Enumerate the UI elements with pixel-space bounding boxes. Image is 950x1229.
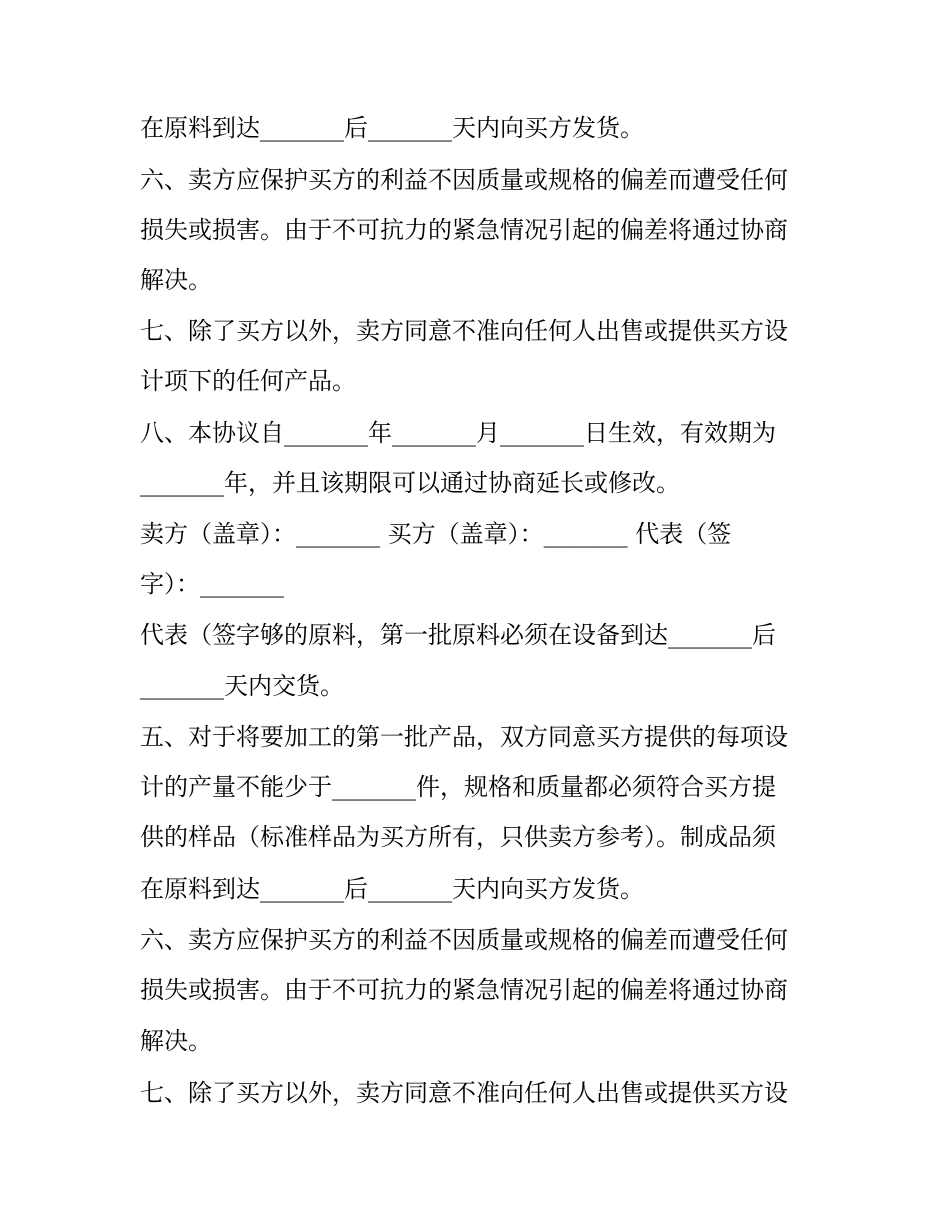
- signature-line: 字）：_______: [140, 570, 284, 598]
- text-line: 解决。: [140, 1027, 212, 1055]
- text-line: 计项下的任何产品。: [140, 367, 356, 395]
- text-line: 八、本协议自_______年_______月_______日生效，有效期为: [140, 419, 776, 447]
- text-line: 代表（签字够的原料，第一批原料必须在设备到达_______后: [140, 621, 776, 649]
- text-line: _______年，并且该期限可以通过协商延长或修改。: [140, 469, 680, 497]
- text-line: 在原料到达_______后_______天内向买方发货。: [140, 114, 644, 142]
- text-line: _______天内交货。: [140, 672, 344, 700]
- text-line: 损失或损害。由于不可抗力的紧急情况引起的偏差将通过协商: [140, 216, 788, 244]
- text-line: 七、除了买方以外，卖方同意不准向任何人出售或提供买方设: [140, 1079, 788, 1107]
- text-line: 五、对于将要加工的第一批产品，双方同意买方提供的每项设: [140, 723, 788, 751]
- text-line: 七、除了买方以外，卖方同意不准向任何人出售或提供买方设: [140, 317, 788, 345]
- signature-line: 卖方（盖章）：_______ 买方（盖章）：_______ 代表（签: [140, 520, 732, 548]
- text-line: 六、卖方应保护买方的利益不因质量或规格的偏差而遭受任何: [140, 926, 788, 954]
- text-line: 计的产量不能少于_______件，规格和质量都必须符合买方提: [140, 773, 776, 801]
- text-line: 六、卖方应保护买方的利益不因质量或规格的偏差而遭受任何: [140, 166, 788, 194]
- text-line: 在原料到达_______后_______天内向买方发货。: [140, 875, 644, 903]
- text-line: 供的样品（标准样品为买方所有，只供卖方参考）。制成品须: [140, 823, 776, 851]
- text-line: 损失或损害。由于不可抗力的紧急情况引起的偏差将通过协商: [140, 976, 788, 1004]
- text-line: 解决。: [140, 266, 212, 294]
